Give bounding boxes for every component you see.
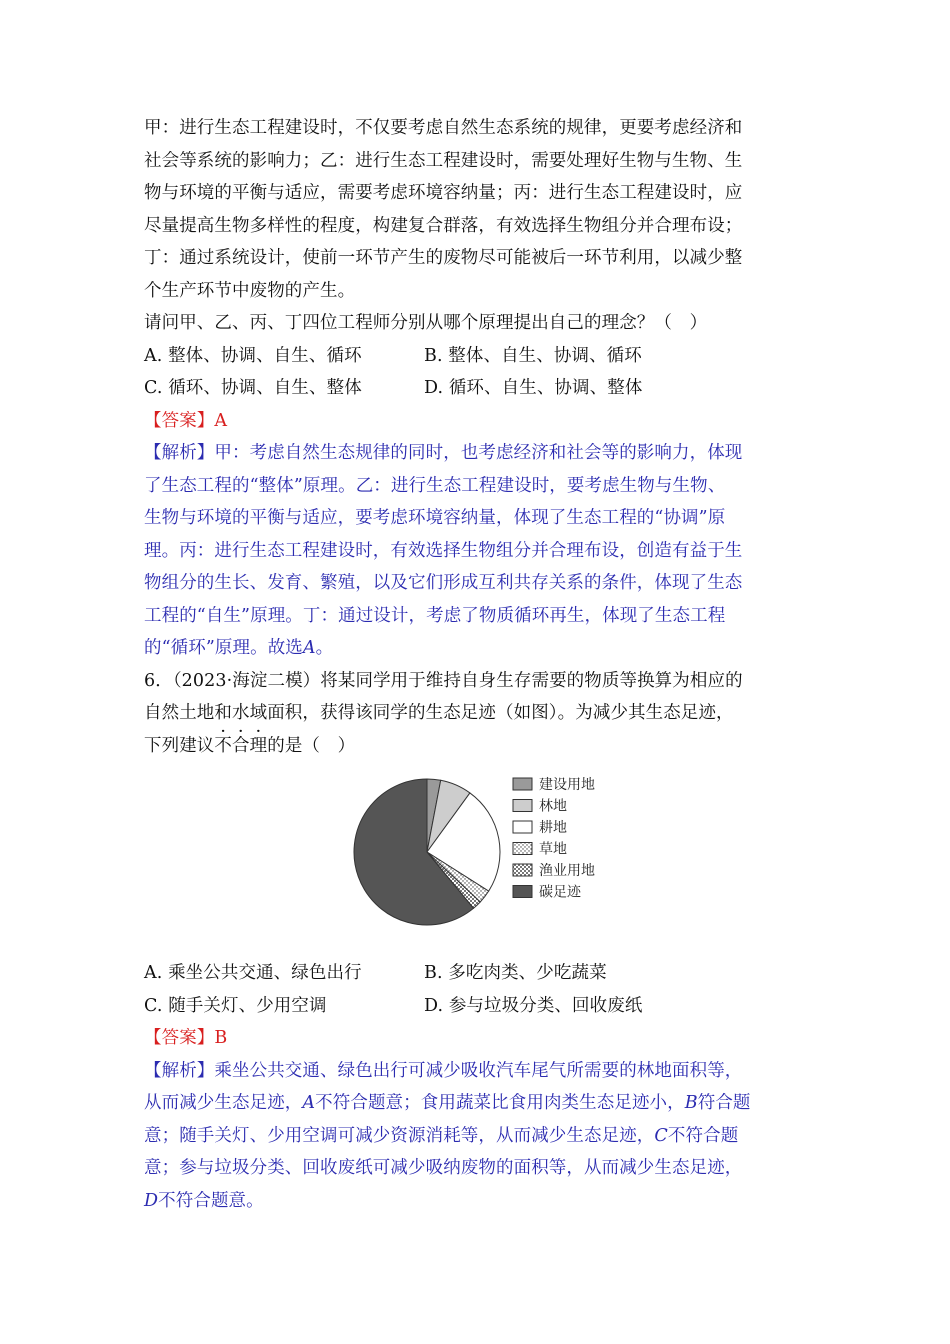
legend-label: 渔业用地 bbox=[539, 863, 595, 879]
stem-line: 社会等系统的影响力；乙：进行生态工程建设时，需要处理好生物与生物、生 bbox=[144, 150, 743, 171]
legend-swatch bbox=[513, 821, 532, 833]
question5-option-d: D. 循环、自生、协调、整体 bbox=[424, 378, 643, 398]
stem-line: 尽量提高生物多样性的程度，构建复合群落，有效选择生物组分并合理布设； bbox=[144, 215, 743, 236]
explanation-line bbox=[144, 437, 809, 470]
explanation-line: 工程的“自生”原理。丁：通过设计，考虑了物质循环再生，体现了生态工程 bbox=[144, 605, 726, 626]
question6-stem-line1: 6．（2023·海淀二模）将某同学用于维持自身生存需要的物质等换算为相应的 bbox=[144, 670, 743, 691]
explanation-line: 理。丙：进行生态工程建设时，有效选择生物组分并合理布设，创造有益于生 bbox=[144, 540, 743, 561]
legend-swatch bbox=[513, 800, 532, 812]
explanation-line bbox=[144, 1120, 809, 1153]
explanation-line bbox=[144, 1055, 809, 1088]
legend-swatch bbox=[513, 864, 532, 876]
legend-label: 建设用地 bbox=[539, 777, 595, 793]
legend-label: 林地 bbox=[539, 798, 567, 815]
question6-stem-line2: 自然土地和水域面积，获得该同学的生态足迹（如图）。为减少其生态足迹， bbox=[144, 703, 734, 723]
question6-options-row1 bbox=[144, 957, 809, 990]
stem-line: 物与环境的平衡与适应，需要考虑环境容纳量；丙：进行生态工程建设时，应 bbox=[144, 183, 743, 203]
pie-chart bbox=[344, 770, 664, 955]
answer-label: 【答案】 bbox=[144, 410, 215, 431]
question5-answer bbox=[144, 405, 809, 438]
explanation-label: 【解析】 bbox=[144, 443, 215, 463]
explanation-line bbox=[144, 1087, 809, 1120]
stem-text: 下列建议 bbox=[144, 735, 215, 756]
explanation-text: 不符合题 bbox=[667, 1125, 739, 1146]
legend-swatch bbox=[513, 886, 532, 898]
ecological-footprint-chart bbox=[144, 770, 809, 955]
stem-line: 丁：通过系统设计，使前一环节产生的废物尽可能被后一环节利用，以减少整 bbox=[144, 248, 743, 268]
explanation-text: 不符合题意。 bbox=[158, 1190, 264, 1211]
explanation-letter: A bbox=[302, 638, 316, 658]
question5-options-row2 bbox=[144, 372, 809, 405]
question5-options-row1 bbox=[144, 340, 809, 373]
explanation-letter: C bbox=[654, 1125, 668, 1146]
emphasis-char: 合 bbox=[232, 735, 250, 756]
explanation-line: 了生态工程的“整体”原理。乙：进行生态工程建设时，要考虑生物与生物、 bbox=[144, 475, 726, 496]
question5-option-b: B. 整体、自生、协调、循环 bbox=[424, 345, 642, 366]
question6-option-d: D. 参与垃圾分类、回收废纸 bbox=[424, 995, 643, 1016]
explanation-text: 从而减少生态足迹， bbox=[144, 1093, 303, 1113]
legend-label: 草地 bbox=[539, 841, 567, 858]
explanation-line bbox=[144, 1185, 809, 1218]
explanation-text: 符合题 bbox=[697, 1093, 751, 1113]
explanation-text: 。 bbox=[315, 638, 334, 658]
legend-label: 耕地 bbox=[539, 820, 567, 836]
question6-option-a: A. 乘坐公共交通、绿色出行 bbox=[144, 963, 362, 983]
explanation-letter: B bbox=[684, 1093, 698, 1113]
stem-text: 的是（ ） bbox=[267, 735, 356, 756]
explanation-text: 甲：考虑自然生态规律的同时，也考虑经济和社会等的影响力，体现 bbox=[214, 443, 743, 463]
question6-explanation bbox=[144, 1055, 809, 1218]
question6-options-row2 bbox=[144, 990, 809, 1023]
explanation-letter: D bbox=[144, 1190, 159, 1211]
question5-option-a: A. 整体、协调、自生、循环 bbox=[144, 345, 362, 366]
question6-answer bbox=[144, 1022, 809, 1055]
explanation-label: 【解析】 bbox=[144, 1060, 215, 1081]
question6-stem-line3 bbox=[144, 730, 809, 763]
question5-stem bbox=[144, 112, 809, 340]
question6-option-c: C. 随手关灯、少用空调 bbox=[144, 995, 327, 1016]
question5-explanation bbox=[144, 437, 809, 665]
legend-swatch bbox=[513, 843, 532, 855]
emphasis-char: 不 bbox=[214, 735, 233, 756]
question5-option-c: C. 循环、协调、自生、整体 bbox=[144, 378, 362, 398]
explanation-text: 意；随手关灯、少用空调可减少资源消耗等，从而减少生态足迹， bbox=[144, 1125, 655, 1146]
answer-value: A bbox=[214, 410, 228, 431]
emphasis-char: 理 bbox=[249, 735, 268, 756]
legend-swatch bbox=[513, 778, 532, 790]
explanation-text: 意；参与垃圾分类、回收废纸可减少吸纳废物的面积等，从而减少生态足迹， bbox=[144, 1158, 743, 1178]
explanation-line: 物组分的生长、发育、繁殖，以及它们形成互利共存关系的条件，体现了生态 bbox=[144, 573, 743, 593]
explanation-letter: A bbox=[302, 1093, 316, 1113]
answer-value: B bbox=[214, 1028, 228, 1048]
document-page bbox=[144, 112, 809, 1217]
answer-label: 【答案】 bbox=[144, 1028, 215, 1048]
stem-line: 请问甲、乙、丙、丁四位工程师分别从哪个原理提出自己的理念？（ ） bbox=[144, 313, 708, 333]
explanation-line bbox=[144, 1152, 809, 1185]
question6-option-b: B. 多吃肉类、少吃蔬菜 bbox=[424, 963, 607, 983]
explanation-text: 不符合题意；食用蔬菜比食用肉类生态足迹小， bbox=[315, 1093, 685, 1113]
explanation-text: 的“循环”原理。故选 bbox=[144, 638, 303, 658]
explanation-line bbox=[144, 632, 809, 665]
legend-label: 碳足迹 bbox=[539, 884, 581, 901]
explanation-text: 乘坐公共交通、绿色出行可减少吸收汽车尾气所需要的林地面积等， bbox=[214, 1060, 743, 1081]
stem-line: 个生产环节中废物的产生。 bbox=[144, 280, 356, 301]
stem-line: 甲：进行生态工程建设时，不仅要考虑自然生态系统的规律，更要考虑经济和 bbox=[144, 118, 743, 138]
explanation-line: 生物与环境的平衡与适应，要考虑环境容纳量，体现了生态工程的“协调”原 bbox=[144, 508, 726, 528]
